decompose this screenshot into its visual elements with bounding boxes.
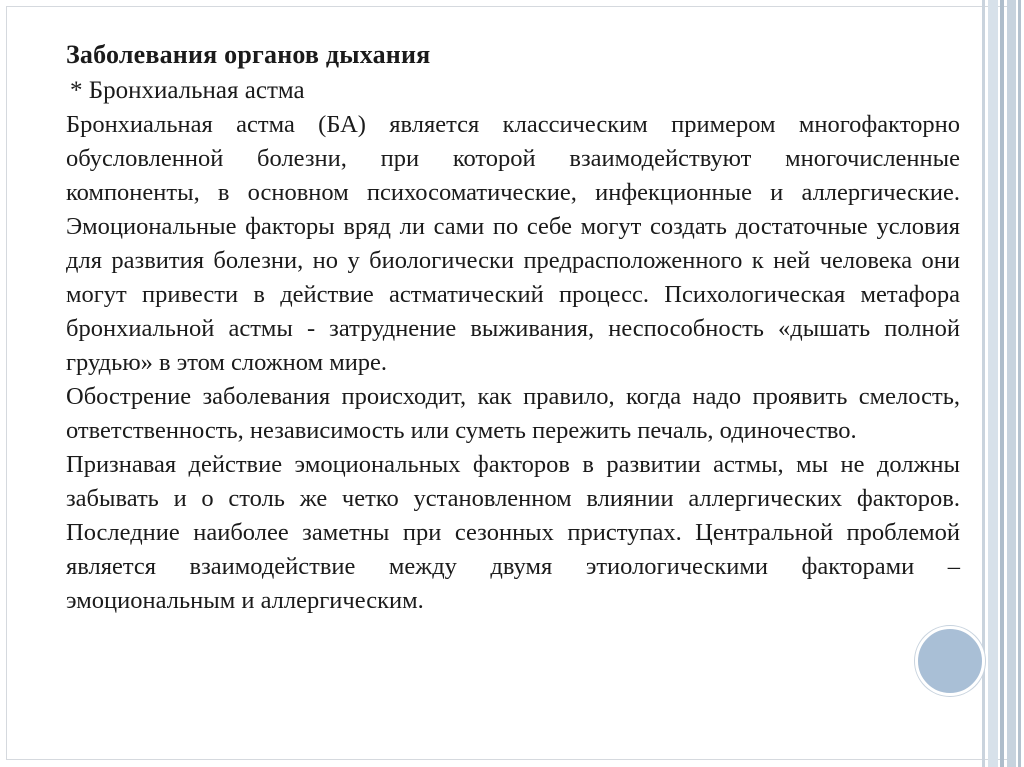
paragraph-3: Признавая действие эмоциональных факторов в развитии астмы, мы не должны забывать и о столь же четко установленном влиянии аллергических факторов. Последние наиболее заметны при сезонных приступах. Центральной проблемой является взаимодействие между двумя этиологическими факторами – эмоциональным и аллергическим. bbox=[66, 451, 960, 614]
paragraph-2: Обострение заболевания происходит, как правило, когда надо проявить смелость, ответственность, независимость или суметь пережить печаль, одиночество. bbox=[66, 383, 960, 444]
decorative-stripe bbox=[988, 0, 998, 767]
decorative-stripe bbox=[1007, 0, 1016, 767]
paragraph-1: Бронхиальная астма (БА) является классическим примером многофакторно обусловленной болезни, при которой взаимодействуют многочисленные компоненты, в основном психосоматические, инфекционные и аллергические. Эмоциональные факторы вряд ли сами по себе могут создать достаточные условия для развития болезни, но у биологически предрасположенного к ней человека они могут привести в действие астматический процесс. Психологическая метафора бронхиальной астмы - затруднение выживания, неспособность «дышать полной грудью» в этом сложном мире. bbox=[66, 111, 960, 376]
decorative-stripe bbox=[1000, 0, 1004, 767]
slide-subtitle: * Бронхиальная астма bbox=[70, 77, 305, 104]
decorative-circle bbox=[915, 626, 985, 696]
decorative-stripe bbox=[1018, 0, 1021, 767]
slide-content bbox=[66, 38, 960, 618]
slide-title: Заболевания органов дыхания bbox=[66, 40, 431, 69]
